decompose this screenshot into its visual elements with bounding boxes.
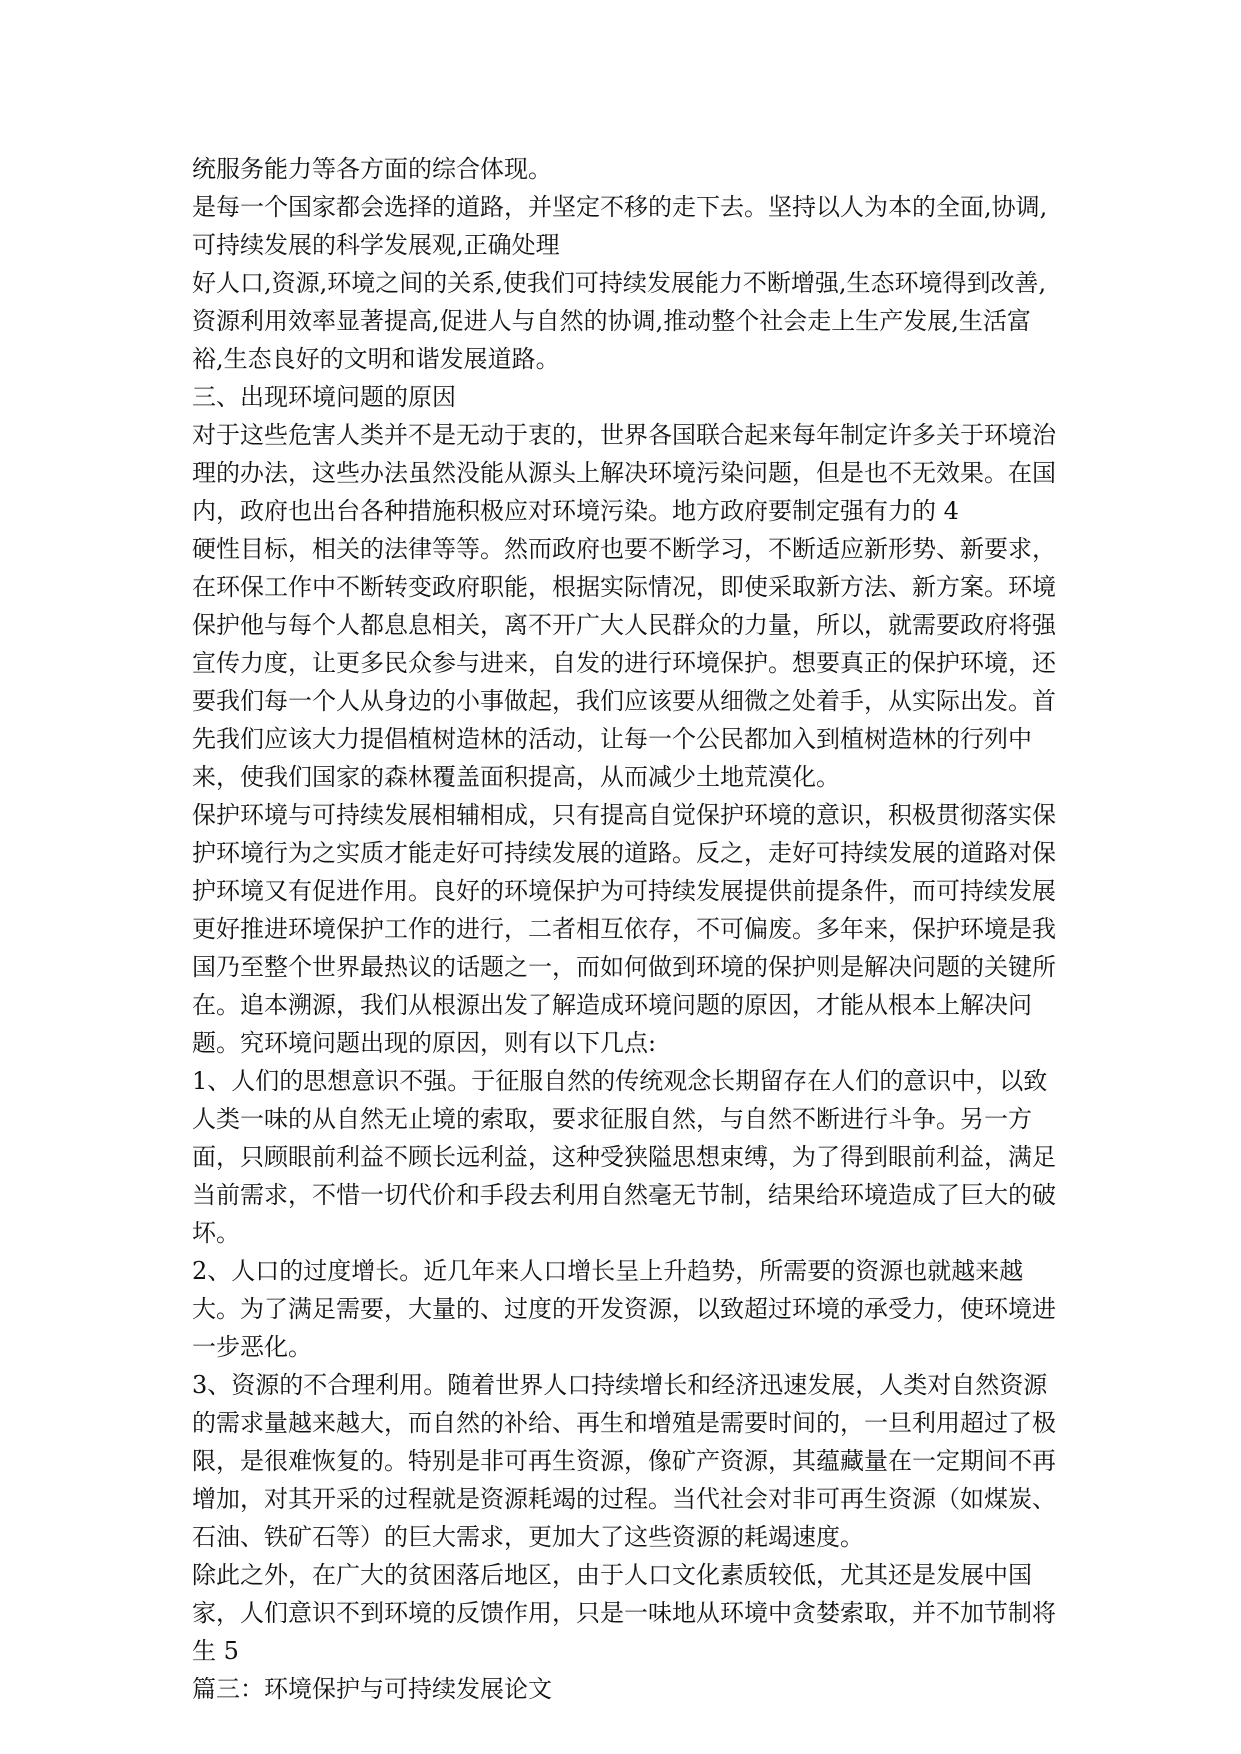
list-item-resources: 3、资源的不合理利用。随着世界人口持续增长和经济迅速发展，人类对自然资源的需求量越来越大，而自然的补给、再生和增殖是需要时间的，一旦利用超过了极限，是很难恢复的。特别是非可再生资源，像矿产资源，其蕴藏量在一定期间不再增加，对其开采的过程就是资源耗竭的过程。当代社会对非可再生资源（如煤炭、石油、铁矿石等）的巨大需求，更加大了这些资源的耗竭速度。 [192, 1371, 1056, 1551]
paragraph-path: 是每一个国家都会选择的道路，并坚定不移的走下去。坚持以人为本的全面,协调,可持续发展的科学发展观,正确处理 [192, 193, 1048, 259]
list-item-population: 2、人口的过度增长。近几年来人口增长呈上升趋势，所需要的资源也就越来越大。为了满足需要，大量的、过度的开发资源，以致超过环境的承受力，使环境进一步恶化。 [192, 1257, 1056, 1361]
paragraph-relationship: 保护环境与可持续发展相辅相成，只有提高自觉保护环境的意识，积极贯彻落实保护环境行为之实质才能走好可持续发展的道路。反之，走好可持续发展的道路对保护环境又有促进作用。良好的环境保护为可持续发展提供前提条件，而可持续发展更好推进环境保护工作的进行，二者相互依存，不可偏废。多年来，保护环境是我国乃至整个世界最热议的话题之一，而如何做到环境的保护则是解决问题的关键所在。追本溯源，我们从根源出发了解造成环境问题的原因，才能从根本上解决问题。究环境问题出现的原因，则有以下几点: [192, 801, 1056, 1057]
paragraph-poverty: 除此之外，在广大的贫困落后地区，由于人口文化素质较低，尤其还是发展中国家，人们意识不到环境的反馈作用，只是一味地从环境中贪婪索取，并不加节制将生 5 [192, 1561, 1056, 1665]
list-item-awareness: 1、人们的思想意识不强。于征服自然的传统观念长期留存在人们的意识中，以致人类一味的从自然无止境的索取，要求征服自然，与自然不断进行斗争。另一方面，只顾眼前利益不顾长远利益，这种受狭隘思想束缚，为了得到眼前利益，满足当前需求，不惜一切代价和手段去利用自然毫无节制，结果给环境造成了巨大的破坏。 [192, 1067, 1056, 1247]
paragraph-relations: 好人口,资源,环境之间的关系,使我们可持续发展能力不断增强,生态环境得到改善,资源利用效率显著提高,促进人与自然的协调,推动整个社会走上生产发展,生活富裕,生态良好的文明和谐发展道路。 [192, 269, 1047, 373]
next-article-title: 篇三：环境保护与可持续发展论文 [192, 1675, 552, 1703]
paragraph-continuation: 统服务能力等各方面的综合体现。 [192, 155, 552, 183]
document-page [192, 150, 1062, 1708]
paragraph-government: 硬性目标，相关的法律等等。然而政府也要不断学习，不断适应新形势、新要求，在环保工作中不断转变政府职能，根据实际情况，即使采取新方法、新方案。环境保护他与每个人都息息相关，离不开广大人民群众的力量，所以，就需要政府将强宣传力度，让更多民众参与进来，自发的进行环境保护。想要真正的保护环境，还要我们每一个人从身边的小事做起，我们应该要从细微之处着手，从实际出发。首先我们应该大力提倡植树造林的活动，让每一个公民都加入到植树造林的行列中来，使我们国家的森林覆盖面积提高，从而减少土地荒漠化。 [192, 535, 1056, 791]
paragraph-countermeasures: 对于这些危害人类并不是无动于衷的，世界各国联合起来每年制定许多关于环境治理的办法，这些办法虽然没能从源头上解决环境污染问题，但是也不无效果。在国内，政府也出台各种措施积极应对环境污染。地方政府要制定强有力的 4 [192, 421, 1056, 525]
section-heading: 三、出现环境问题的原因 [192, 383, 456, 411]
